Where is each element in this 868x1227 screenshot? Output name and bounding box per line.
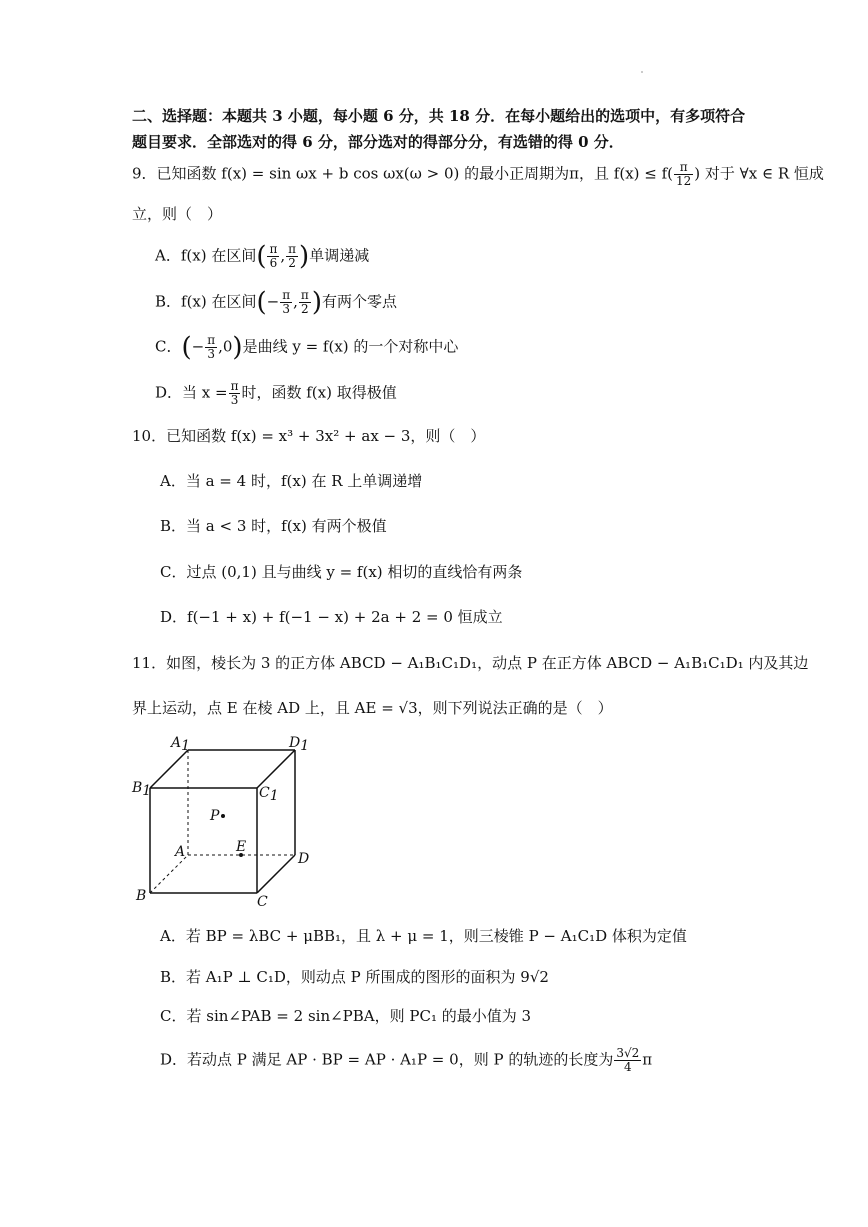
q9-option-d xyxy=(155,380,397,407)
q9-stem-part2: ) 对于 ∀x ∈ R 恒成 xyxy=(694,164,824,183)
point-p xyxy=(221,814,225,818)
frac-num: π xyxy=(288,242,297,256)
frac-num: 3√2 xyxy=(616,1046,640,1060)
label-a1: A1 xyxy=(171,735,191,754)
label-e: E xyxy=(236,839,247,855)
frac-num: π xyxy=(230,379,239,393)
label-c: C xyxy=(257,894,268,910)
q11-d-pre: D．若动点 P 满足 AP · BP = AP · A₁P = 0，则 P 的轨迹的长度为 xyxy=(160,1050,614,1069)
frac-num: π xyxy=(300,288,309,302)
q9-c-post: 是曲线 y = f(x) 的一个对称中心 xyxy=(242,337,459,356)
frac-den: 3 xyxy=(230,393,239,407)
label-d1: D1 xyxy=(289,735,310,754)
cube-figure xyxy=(128,730,328,915)
edge-b1a1 xyxy=(150,750,188,788)
q10-stem: 10．已知函数 f(x) = x³ + 3x² + ax − 3，则（ ） xyxy=(132,427,486,445)
q11-option-c: C．若 sin∠PAB = 2 sin∠PBA，则 PC₁ 的最小值为 3 xyxy=(160,1007,532,1025)
edge-cd xyxy=(257,855,295,893)
q9-c-pre: C． xyxy=(155,337,182,356)
q9-option-a: A．f(x) 在区间( $\frac{\pi}{6}$ , $\frac{\pi}{2}$ )单调递减 xyxy=(155,241,370,272)
section-header-line1: 二、选择题：本题共 3 小题，每小题 6 分，共 18 分．在每小题给出的选项中，有多项符合 xyxy=(132,107,746,125)
frac-den: 2 xyxy=(301,302,309,316)
q11-option-a: A．若 BP = λBC + μBB₁，且 λ + μ = 1，则三棱锥 P − A₁C₁D 体积为定值 xyxy=(160,927,687,945)
q9-option-c: C．(− $\frac{\pi}{3}$ ,0)是曲线 y = f(x) 的一个对称中心 xyxy=(155,332,459,363)
frac-den: 12 xyxy=(676,174,692,188)
q10-option-d: D．f(−1 + x) + f(−1 − x) + 2a + 2 = 0 恒成立 xyxy=(160,608,503,626)
label-b: B xyxy=(136,888,147,904)
edge-c1d1 xyxy=(257,750,295,788)
label-a: A xyxy=(175,844,186,860)
frac-den: 3 xyxy=(207,347,215,361)
q11-stem-line1: 11．如图，棱长为 3 的正方体 ABCD − A₁B₁C₁D₁，动点 P 在正方体 ABCD − A₁B₁C₁D₁ 内及其边 xyxy=(132,654,809,672)
q9-a-post: 单调递减 xyxy=(309,246,370,265)
label-c1: C1 xyxy=(259,785,279,804)
edge-ba-hidden xyxy=(150,855,188,893)
frac-den: 6 xyxy=(269,256,278,270)
frac-den: 4 xyxy=(623,1060,632,1074)
frac-num: π xyxy=(282,288,291,302)
q9-a-pre: A．f(x) 在区间 xyxy=(155,246,257,265)
q9-stem xyxy=(132,161,824,188)
q11-option-b: B．若 A₁P ⊥ C₁D，则动点 P 所围成的图形的面积为 9√2 xyxy=(160,968,549,986)
scan-dot xyxy=(641,71,643,73)
q10-option-a: A．当 a = 4 时，f(x) 在 R 上单调递增 xyxy=(160,472,423,490)
q11-option-d xyxy=(160,1047,652,1074)
frac-num: π xyxy=(674,161,693,175)
frac-den: 3 xyxy=(282,302,291,316)
q9-stem-fraction xyxy=(674,161,693,188)
q9-stem-part1: 9．已知函数 f(x) = sin ωx + b cos ωx(ω > 0) 的最小正周期为π，且 f(x) ≤ f( xyxy=(132,164,674,183)
label-d: D xyxy=(298,851,310,867)
q9-stem-cont: 立，则（ ） xyxy=(132,205,223,223)
frac-num: π xyxy=(269,242,278,256)
q9-option-b: B．f(x) 在区间(− $\frac{\pi}{3}$ , $\frac{\pi}{2}$ )有两个零点 xyxy=(155,287,397,318)
q9-b-pre: B．f(x) 在区间 xyxy=(155,292,257,311)
label-b1: B1 xyxy=(132,780,152,799)
q10-option-c: C．过点 (0,1) 且与曲线 y = f(x) 相切的直线恰有两条 xyxy=(160,563,523,581)
q9-b-post: 有两个零点 xyxy=(321,292,397,311)
q11-stem-line2: 界上运动，点 E 在棱 AD 上，且 AE = √3，则下列说法正确的是（ ） xyxy=(132,699,613,717)
q10-option-b: B．当 a < 3 时，f(x) 有两个极值 xyxy=(160,517,387,535)
section-header-line2: 题目要求．全部选对的得 6 分，部分选对的得部分分，有选错的得 0 分． xyxy=(132,133,624,151)
label-p: P xyxy=(210,808,220,824)
q9-d-pre: D．当 x = xyxy=(155,383,228,402)
q11-d-post: π xyxy=(642,1050,653,1069)
q9-d-post: 时，函数 f(x) 取得极值 xyxy=(241,383,397,402)
frac-den: 2 xyxy=(288,256,296,270)
frac-num: π xyxy=(207,333,216,347)
